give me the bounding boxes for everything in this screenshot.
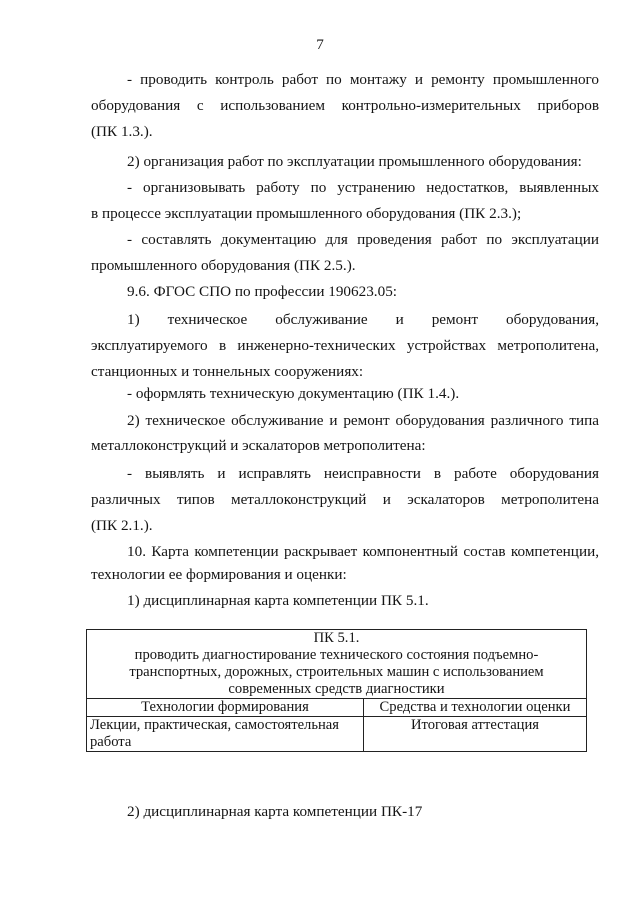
text-line-1: - проводить контроль работ по монтажу и ремонту промышленного xyxy=(127,71,599,88)
text-line-3: (ПК 1.3.). xyxy=(91,123,153,140)
text-line-2: оборудования с использованием контрольно-измерительных приборов xyxy=(91,97,599,114)
text-line-6: в процессе эксплуатации промышленного оборудования (ПК 2.3.); xyxy=(91,205,522,222)
technologies-line-2: работа xyxy=(90,734,132,750)
competence-code: ПК 5.1. xyxy=(313,630,360,646)
text-line-14: 2) техническое обслуживание и ремонт оборудования различного типа xyxy=(127,412,599,429)
competence-description-line-3: современных средств диагностики xyxy=(228,681,445,697)
text-line-4: 2) организация работ по эксплуатации промышленного оборудования: xyxy=(127,153,582,170)
text-line-18: (ПК 2.1.). xyxy=(91,517,153,534)
column-header-assessment: Средства и технологии оценки xyxy=(364,699,587,717)
technologies-line-1: Лекции, практическая, самостоятельная xyxy=(90,717,339,733)
text-line-17: различных типов металлоконструкций и эскалаторов метрополитена xyxy=(91,491,599,508)
table-row xyxy=(87,717,587,752)
footer-line: 2) дисциплинарная карта компетенции ПК-17 xyxy=(127,803,423,820)
assessment-cell: Итоговая аттестация xyxy=(364,717,587,752)
text-line-21: 1) дисциплинарная карта компетенции ПК 5.1. xyxy=(127,592,429,609)
text-line-15: металлоконструкций и эскалаторов метрополитена: xyxy=(91,437,426,454)
table-header-row xyxy=(87,630,587,699)
text-line-19: 10. Карта компетенции раскрывает компонентный состав компетенции, xyxy=(127,543,599,560)
text-line-16: - выявлять и исправлять неисправности в работе оборудования xyxy=(127,465,599,482)
text-line-12: станционных и тоннельных сооружениях: xyxy=(91,363,364,380)
competence-description-cell xyxy=(87,630,587,699)
page-number: 7 xyxy=(316,36,324,53)
competence-card-table xyxy=(86,629,587,752)
technologies-cell xyxy=(87,717,364,752)
text-line-9: 9.6. ФГОС СПО по профессии 190623.05: xyxy=(127,283,398,300)
text-line-20: технологии ее формирования и оценки: xyxy=(91,566,347,583)
text-line-5: - организовывать работу по устранению недостатков, выявленных xyxy=(127,179,599,196)
text-line-11: эксплуатируемого в инженерно-технических устройствах метрополитена, xyxy=(91,337,599,354)
text-line-7: - составлять документацию для проведения работ по эксплуатации xyxy=(127,231,599,248)
text-line-10: 1) техническое обслуживание и ремонт оборудования, xyxy=(127,311,599,328)
text-line-13: - оформлять техническую документацию (ПК 1.4.). xyxy=(127,385,460,402)
competence-description-line-2: транспортных, дорожных, строительных машин с использованием xyxy=(129,664,544,680)
competence-description-line-1: проводить диагностирование технического состояния подъемно- xyxy=(134,647,539,663)
table-column-headers xyxy=(87,699,587,717)
text-line-8: промышленного оборудования (ПК 2.5.). xyxy=(91,257,356,274)
column-header-technologies: Технологии формирования xyxy=(87,699,364,717)
